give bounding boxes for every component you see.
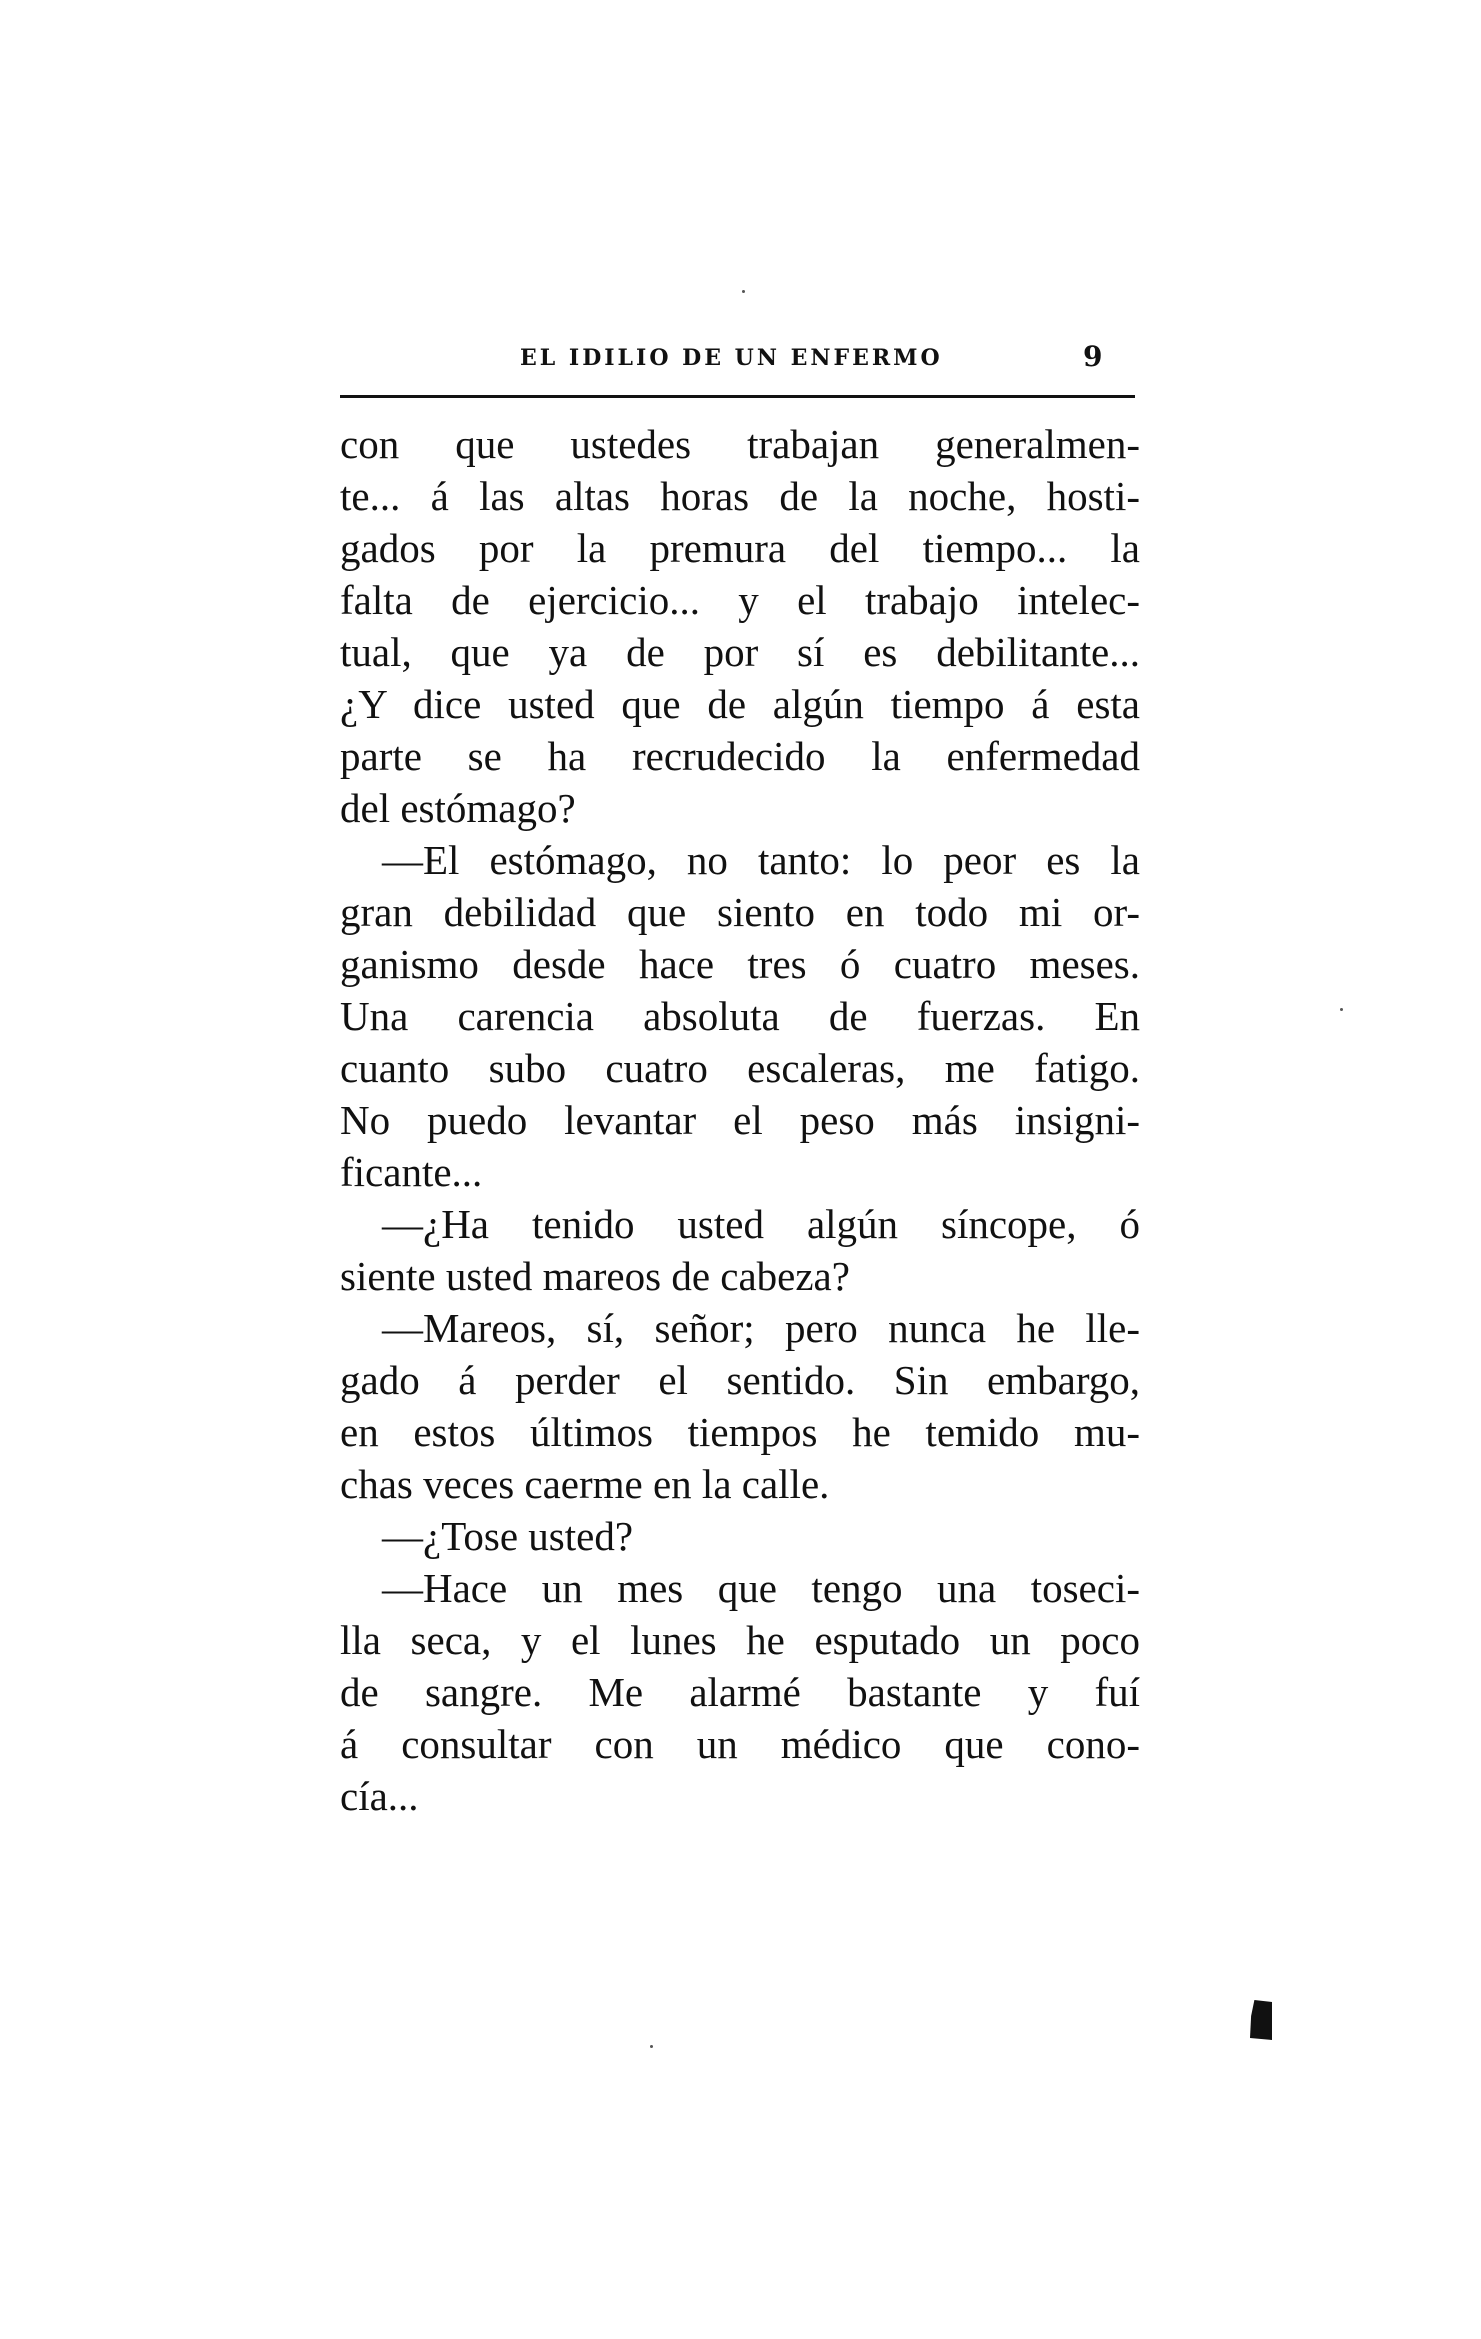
- text-line: á consultar con un médico que cono-: [340, 1721, 1140, 1767]
- text-line: tual, que ya de por sí es debilitante...: [340, 629, 1140, 675]
- header-rule: [340, 395, 1135, 398]
- text-line: gados por la premura del tiempo... la: [340, 525, 1140, 571]
- scan-speck: [742, 290, 745, 293]
- text-line: —Hace un mes que tengo una toseci-: [382, 1565, 1140, 1611]
- text-line: de sangre. Me alarmé bastante y fuí: [340, 1669, 1140, 1715]
- text-line: —El estómago, no tanto: lo peor es la: [382, 837, 1140, 883]
- text-line: —Mareos, sí, señor; pero nunca he lle-: [382, 1305, 1140, 1351]
- scan-speck: [650, 2045, 653, 2048]
- text-line: parte se ha recrudecido la enfermedad: [340, 733, 1140, 779]
- text-line: del estómago?: [340, 785, 576, 831]
- text-line: lla seca, y el lunes he esputado un poco: [340, 1617, 1140, 1663]
- text-line: gado á perder el sentido. Sin embargo,: [340, 1357, 1140, 1403]
- text-line: ganismo desde hace tres ó cuatro meses.: [340, 941, 1140, 987]
- text-line: gran debilidad que siento en todo mi or-: [340, 889, 1140, 935]
- running-title: EL IDILIO DE UN ENFERMO: [520, 345, 943, 371]
- text-line: No puedo levantar el peso más insigni-: [340, 1097, 1140, 1143]
- text-line: siente usted mareos de cabeza?: [340, 1253, 850, 1299]
- text-line: —¿Ha tenido usted algún síncope, ó: [382, 1201, 1140, 1247]
- text-line: ¿Y dice usted que de algún tiempo á esta: [340, 681, 1140, 727]
- page-number: 9: [1083, 340, 1103, 373]
- body-text: [340, 418, 1140, 1822]
- text-line: con que ustedes trabajan generalmen-: [340, 421, 1140, 467]
- text-line: te... á las altas horas de la noche, hosti-: [340, 473, 1140, 519]
- text-line: en estos últimos tiempos he temido mu-: [340, 1409, 1140, 1455]
- text-line: ficante...: [340, 1149, 483, 1195]
- running-head: [340, 340, 1140, 385]
- scan-speck: [1340, 1008, 1343, 1011]
- text-line: —¿Tose usted?: [382, 1513, 634, 1559]
- text-line: cuanto subo cuatro escaleras, me fatigo.: [340, 1045, 1140, 1091]
- text-line: falta de ejercicio... y el trabajo intelec-: [340, 577, 1140, 623]
- text-line: Una carencia absoluta de fuerzas. En: [340, 993, 1140, 1039]
- text-line: chas veces caerme en la calle.: [340, 1461, 830, 1507]
- ink-mark: [1250, 2000, 1272, 2040]
- text-line: cía...: [340, 1773, 419, 1819]
